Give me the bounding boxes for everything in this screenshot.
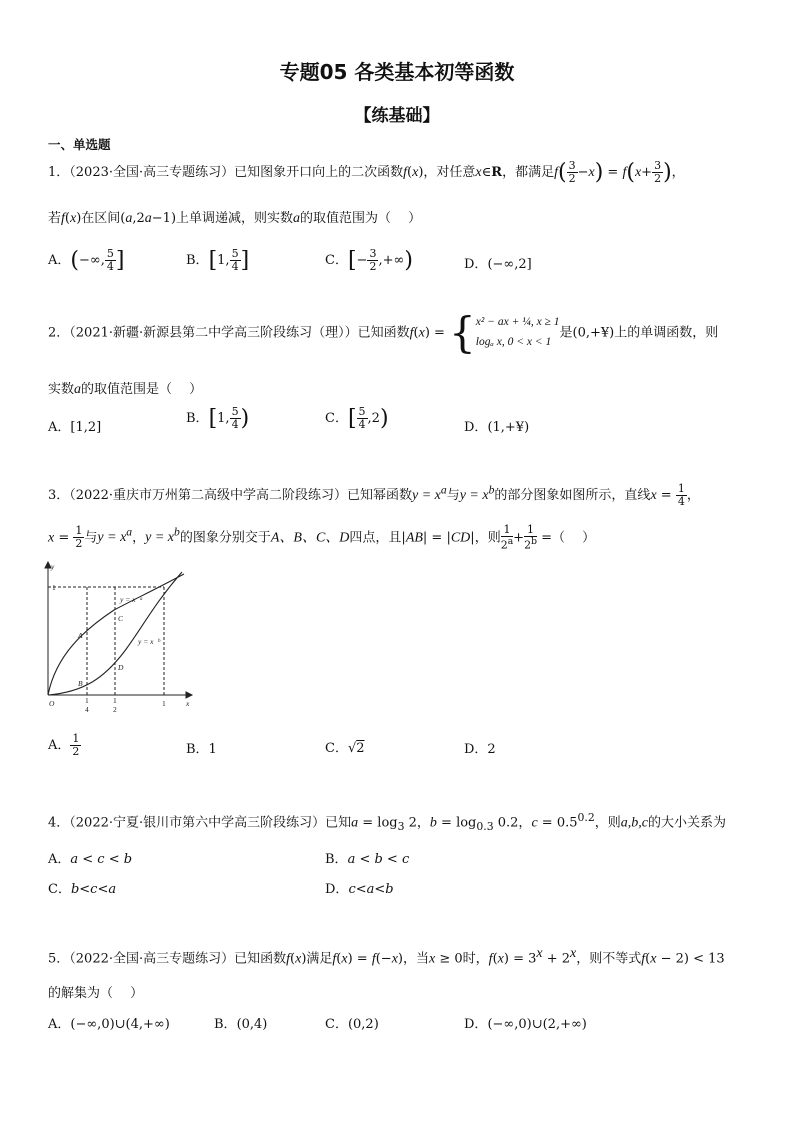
q1-option-c: C．[− $\frac{3}{2}$ ,+∞) — [325, 247, 413, 274]
q1-option-b: B．[1, $\frac{5}{4}$ ] — [186, 247, 250, 274]
q1-option-d: D．(−∞,2] — [464, 257, 532, 272]
curve-label-xb: y = x — [138, 637, 154, 646]
q5-option-a: A．(−∞,0)∪(4,+∞) — [48, 1017, 170, 1032]
q3-option-c: C．√2 — [325, 741, 365, 756]
q3-option-b: B．1 — [186, 742, 217, 757]
q4-option-a: A．a < c < b — [48, 852, 133, 867]
q2-option-c: C．[ $\frac{5}{4}$ ,2) — [325, 405, 389, 432]
x-axis-arrow — [186, 692, 192, 698]
x-tick-quarter-den: 4 — [85, 705, 89, 714]
q4-line1: 4．（2022·宁夏·银川市第六中学高三阶段练习）已知$a = \log_3 2$，$b = \log_{0.3} 0.2$，$c = 0.5^{0.2}$，则a,b,c的大小关系为 — [48, 811, 726, 833]
q5-line2: 的解集为（ ） — [48, 986, 144, 1001]
q2-line2: 实数a的取值范围是（ ） — [48, 382, 203, 397]
q1-line2: 若f(x)在区间(a,2a−1)上单调递减，则实数a的取值范围为（ ） — [48, 211, 422, 226]
q1-line1: 1．（2023·全国·高三专题练习）已知图象开口向上的二次函数f(x)，对任意x∈R，都满足f( $\frac{3}{2}$ −x) = f(x+ $\frac{3}{2}$ )， — [48, 159, 685, 186]
x-tick-half-den: 2 — [113, 705, 117, 714]
q3-option-a: A． $\frac{1}{2}$ — [48, 732, 80, 759]
x-tick-1: 1 — [162, 699, 166, 708]
q1-option-a: A．(−∞, $\frac{5}{4}$ ] — [48, 247, 125, 274]
q5-line1: 5．（2022·全国·高三专题练习）已知函数f(x)满足f(x) = f(−x)，当x ≥ 0时，$f(x) = 3^x + 2^x$，则不等式f(x − 2) < 13 — [48, 946, 725, 967]
curve-label-xa-exp: a — [140, 597, 143, 602]
x-axis-label: x — [186, 699, 190, 708]
q3-line1: 3．（2022·重庆市万州第二高级中学高二阶段练习）已知幂函数$y = x^a$与$y = x^b$的部分图象如图所示，直线x = $\frac{1}{4}$ ， — [48, 482, 700, 509]
origin-label: O — [49, 699, 55, 708]
q2-option-b: B．[1, $\frac{5}{4}$ ) — [186, 405, 250, 432]
point-c-label: C — [118, 614, 124, 623]
point-a-label: A — [78, 631, 83, 640]
section-heading: 一、单选题 — [48, 137, 111, 152]
q5-option-d: D．(−∞,0)∪(2,+∞) — [464, 1017, 587, 1032]
y-axis-label: y — [51, 562, 55, 571]
q5-option-c: C．(0,2) — [325, 1017, 379, 1032]
point-d-label: D — [118, 663, 124, 672]
x-tick-quarter-num: 1 — [85, 696, 89, 705]
q4-option-d: D．c<a<b — [325, 882, 394, 897]
power-function-graph — [44, 560, 194, 718]
page-subtitle: 【练基础】 — [354, 106, 440, 126]
q3-option-d: D．2 — [464, 742, 496, 757]
q3-line2: x = $\frac{1}{2}$ 与$y = x^a$，$y = x^b$的图象分别交于A、B、C、D四点，且|AB| = |CD|，则 $\frac{1}{2^a}$ + $\frac{1}{2^b}$ =（ ） — [48, 523, 596, 552]
y-tick-1: 1 — [52, 583, 56, 592]
x-tick-half-num: 1 — [113, 696, 117, 705]
curve-label-xb-exp: b — [158, 639, 161, 644]
q2-option-a: A．[1,2] — [48, 420, 102, 435]
point-b-label: B — [78, 679, 83, 688]
curve-label-xa: y = x — [120, 595, 136, 604]
q5-option-b: B．(0,4) — [214, 1017, 268, 1032]
q4-option-b: B．a < b < c — [325, 852, 410, 867]
q2-option-d: D．(1,+¥) — [464, 420, 530, 435]
q4-option-c: C．b<c<a — [48, 882, 117, 897]
page-title: 专题05 各类基本初等函数 — [279, 60, 515, 84]
q2-line1: 2．（2021·新疆·新源县第二中学高三阶段练习（理））已知函数f(x) = {x² − ax + ¼, x ≥ 1 logₐ x, 0 < x < 1是(0,+¥)上的单调函数，则 — [48, 308, 719, 357]
